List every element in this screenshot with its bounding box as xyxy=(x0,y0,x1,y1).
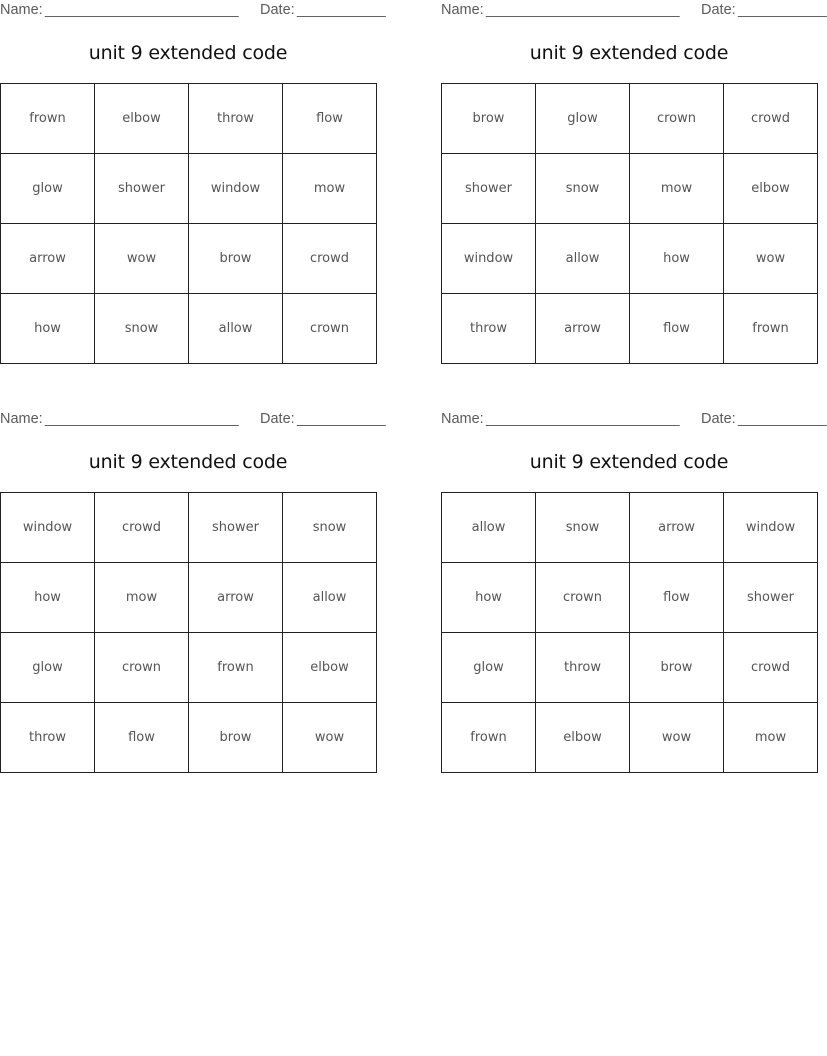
grid-cell: shower xyxy=(442,154,536,224)
name-date-header xyxy=(441,411,827,429)
grid-cell: brow xyxy=(189,703,283,773)
grid-cell: shower xyxy=(189,493,283,563)
grid-cell: window xyxy=(189,154,283,224)
grid-cell: frown xyxy=(724,294,818,364)
bingo-grid xyxy=(441,492,818,773)
card-title: unit 9 extended code xyxy=(88,451,288,473)
grid-row xyxy=(1,563,377,633)
grid-cell: arrow xyxy=(630,493,724,563)
grid-cell: elbow xyxy=(724,154,818,224)
grid-row xyxy=(442,563,818,633)
grid-cell: arrow xyxy=(536,294,630,364)
name-label: Name: xyxy=(441,2,484,18)
grid-cell: how xyxy=(442,563,536,633)
name-label: Name: xyxy=(441,411,484,427)
grid-cell: snow xyxy=(536,154,630,224)
grid-row xyxy=(1,633,377,703)
grid-cell: mow xyxy=(724,703,818,773)
grid-row xyxy=(1,154,377,224)
grid-cell: allow xyxy=(189,294,283,364)
grid-cell: crown xyxy=(283,294,377,364)
grid-cell: shower xyxy=(95,154,189,224)
name-date-header xyxy=(0,411,386,429)
grid-cell: frown xyxy=(442,703,536,773)
grid-cell: snow xyxy=(95,294,189,364)
grid-cell: how xyxy=(1,563,95,633)
grid-cell: crown xyxy=(630,84,724,154)
grid-row xyxy=(442,84,818,154)
grid-cell: glow xyxy=(442,633,536,703)
grid-row xyxy=(442,294,818,364)
date-blank-line: ___________ xyxy=(297,2,386,18)
bingo-card-3 xyxy=(0,409,386,779)
bingo-grid xyxy=(0,492,377,773)
date-label: Date: xyxy=(260,411,295,427)
grid-cell: wow xyxy=(283,703,377,773)
grid-row xyxy=(1,493,377,563)
date-blank-line: ___________ xyxy=(738,411,827,427)
grid-cell: flow xyxy=(283,84,377,154)
grid-cell: crown xyxy=(536,563,630,633)
grid-cell: allow xyxy=(536,224,630,294)
grid-cell: arrow xyxy=(189,563,283,633)
grid-cell: crowd xyxy=(724,633,818,703)
grid-cell: glow xyxy=(1,154,95,224)
grid-cell: flow xyxy=(630,294,724,364)
bingo-grid xyxy=(0,83,377,364)
grid-row xyxy=(442,154,818,224)
grid-cell: frown xyxy=(189,633,283,703)
grid-cell: throw xyxy=(442,294,536,364)
grid-cell: crowd xyxy=(724,84,818,154)
grid-cell: allow xyxy=(442,493,536,563)
date-label: Date: xyxy=(701,411,736,427)
grid-cell: crowd xyxy=(283,224,377,294)
name-blank-line: ________________________ xyxy=(486,411,680,427)
grid-cell: crown xyxy=(95,633,189,703)
grid-cell: window xyxy=(724,493,818,563)
grid-row xyxy=(442,224,818,294)
grid-cell: allow xyxy=(283,563,377,633)
grid-cell: mow xyxy=(630,154,724,224)
grid-cell: flow xyxy=(95,703,189,773)
grid-cell: arrow xyxy=(1,224,95,294)
grid-cell: brow xyxy=(442,84,536,154)
grid-cell: mow xyxy=(95,563,189,633)
grid-row xyxy=(1,703,377,773)
name-date-header xyxy=(441,2,827,20)
grid-cell: glow xyxy=(536,84,630,154)
date-label: Date: xyxy=(260,2,295,18)
grid-cell: snow xyxy=(283,493,377,563)
grid-row xyxy=(1,84,377,154)
grid-cell: brow xyxy=(189,224,283,294)
card-title: unit 9 extended code xyxy=(529,451,729,473)
grid-cell: elbow xyxy=(95,84,189,154)
grid-row xyxy=(1,224,377,294)
grid-cell: elbow xyxy=(536,703,630,773)
grid-cell: throw xyxy=(536,633,630,703)
grid-row xyxy=(442,633,818,703)
name-date-header xyxy=(0,2,386,20)
date-label: Date: xyxy=(701,2,736,18)
bingo-card-1 xyxy=(0,0,386,370)
name-blank-line: ________________________ xyxy=(45,2,239,18)
name-label: Name: xyxy=(0,411,43,427)
date-blank-line: ___________ xyxy=(297,411,386,427)
card-title: unit 9 extended code xyxy=(529,42,729,64)
grid-cell: wow xyxy=(95,224,189,294)
name-blank-line: ________________________ xyxy=(45,411,239,427)
grid-cell: window xyxy=(1,493,95,563)
grid-cell: snow xyxy=(536,493,630,563)
grid-cell: throw xyxy=(189,84,283,154)
grid-row xyxy=(442,703,818,773)
grid-row xyxy=(1,294,377,364)
grid-cell: brow xyxy=(630,633,724,703)
bingo-card-2 xyxy=(441,0,827,370)
grid-cell: glow xyxy=(1,633,95,703)
grid-cell: throw xyxy=(1,703,95,773)
card-title: unit 9 extended code xyxy=(88,42,288,64)
grid-row xyxy=(442,493,818,563)
grid-cell: elbow xyxy=(283,633,377,703)
date-blank-line: ___________ xyxy=(738,2,827,18)
grid-cell: wow xyxy=(630,703,724,773)
grid-cell: frown xyxy=(1,84,95,154)
grid-cell: crowd xyxy=(95,493,189,563)
name-blank-line: ________________________ xyxy=(486,2,680,18)
grid-cell: flow xyxy=(630,563,724,633)
grid-cell: how xyxy=(630,224,724,294)
grid-cell: wow xyxy=(724,224,818,294)
bingo-card-4 xyxy=(441,409,827,779)
grid-cell: mow xyxy=(283,154,377,224)
grid-cell: how xyxy=(1,294,95,364)
grid-cell: window xyxy=(442,224,536,294)
grid-cell: shower xyxy=(724,563,818,633)
bingo-grid xyxy=(441,83,818,364)
name-label: Name: xyxy=(0,2,43,18)
